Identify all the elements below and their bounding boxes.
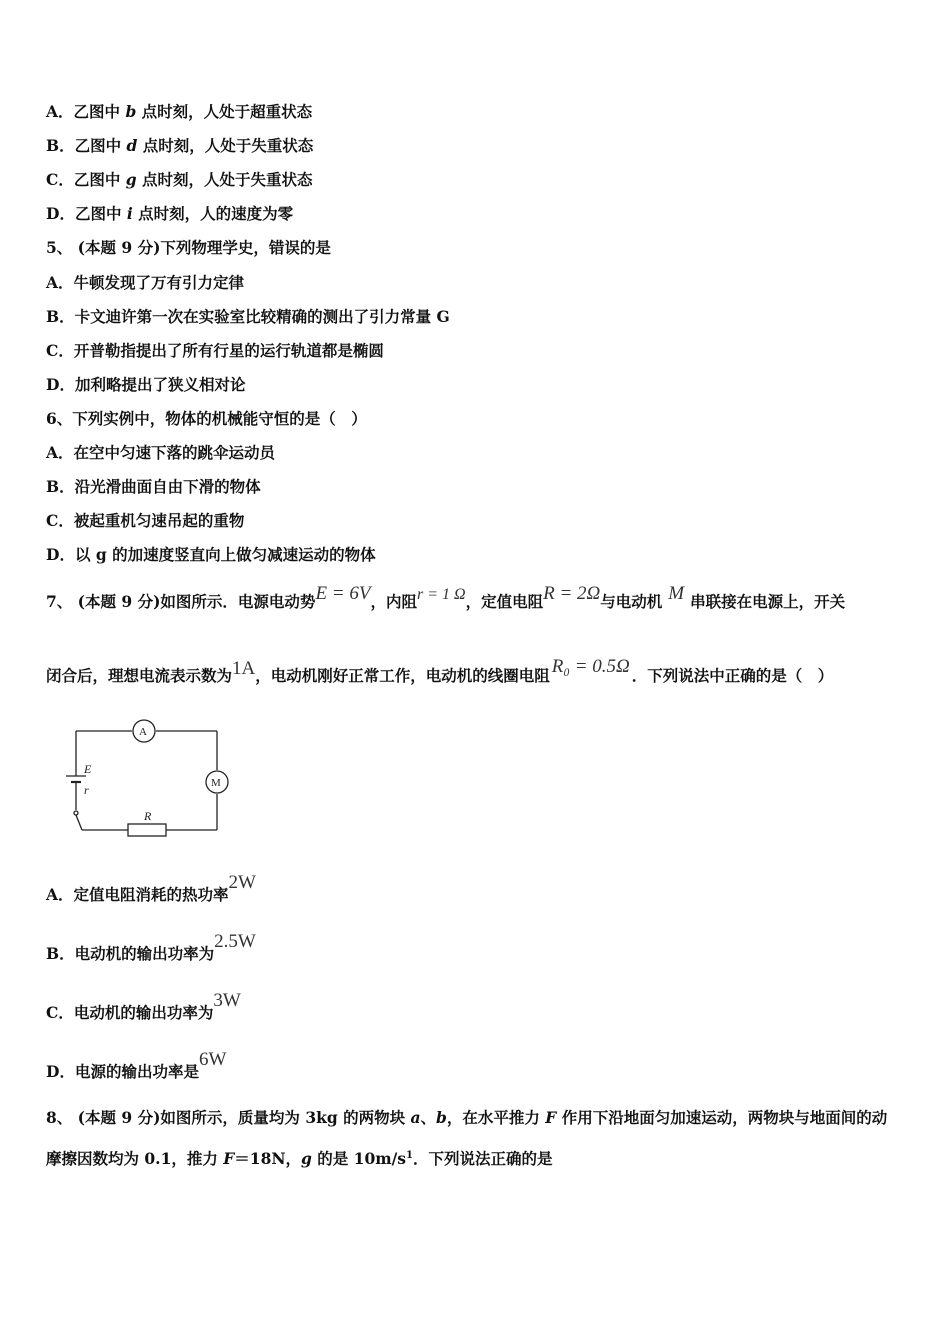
q6-option-b: B．沿光滑曲面自由下滑的物体: [46, 477, 261, 496]
q4-option-b-suffix: 点时刻，人处于失重状态: [137, 136, 314, 155]
q4-option-c: [46, 170, 312, 190]
q7-motor-symbol: M: [668, 583, 685, 604]
q4-option-a: [46, 102, 312, 122]
q8-text-3: 作用下沿地面匀加速运动，两物块与地面间的动: [556, 1108, 888, 1127]
q5-option-a: A．牛顿发现了万有引力定律: [46, 273, 245, 292]
q7-option-d-text: D．电源的输出功率是: [46, 1062, 199, 1081]
q8-text-4: 摩擦因数均为 0.1，推力: [46, 1149, 224, 1169]
q7-option-b: [46, 931, 256, 964]
q8-text-1: 8、 (本题 9 分)如图所示，质量均为 3kg 的两物块: [46, 1108, 411, 1127]
q7-stem-text-4: 与电动机: [600, 592, 663, 611]
q7-stem-text-2: ，内阻: [370, 592, 417, 611]
q7-stem-text-3: ，定值电阻: [465, 592, 544, 611]
q8-var-b: b: [436, 1108, 447, 1127]
q8-var-a: a: [410, 1108, 421, 1127]
q4-option-d: [46, 204, 293, 224]
q7-stem-text-6: 闭合后，理想电流表示数为: [46, 666, 233, 685]
q7-coil-resistance-formula: R₀ = 0.5Ω: [551, 656, 630, 677]
q4-option-b-var: d: [126, 136, 138, 155]
q8-var-f: F: [545, 1108, 557, 1127]
q8-stem-line2: [46, 1146, 553, 1169]
q8-var-g: g: [301, 1149, 312, 1169]
q7-option-d-value: 6W: [198, 1049, 227, 1070]
q7-stem-line2: [46, 656, 834, 686]
circuit-diagram: [62, 714, 242, 839]
q8-text-2: ，在水平推力: [446, 1108, 546, 1127]
q4-option-d-suffix: 点时刻，人的速度为零: [132, 204, 294, 223]
q6-option-c: C．被起重机匀速吊起的重物: [46, 511, 245, 530]
q8-text-5: ＝18N，: [234, 1149, 302, 1169]
emf-label: E: [84, 762, 92, 776]
q7-option-a-value: 2W: [228, 872, 256, 893]
q4-option-c-suffix: 点时刻，人处于失重状态: [136, 170, 313, 189]
q4-option-c-prefix: C．乙图中: [46, 170, 126, 189]
q8-separator: 、: [420, 1108, 437, 1127]
q7-option-d: [46, 1049, 227, 1082]
q7-stem-line1: [46, 583, 846, 613]
q4-option-d-var: i: [126, 204, 133, 223]
q5-option-d: D．加利略提出了狭义相对论: [46, 375, 246, 394]
internal-resistance-label: r: [84, 783, 89, 797]
switch-pivot: [74, 811, 78, 815]
q6-stem: 6、下列实例中，物体的机械能守恒的是（ ）: [46, 409, 367, 428]
q7-option-a-text: A．定值电阻消耗的热功率: [46, 885, 229, 904]
q7-option-c: [46, 990, 241, 1023]
q5-option-b: B．卡文迪许第一次在实验室比较精确的测出了引力常量 G: [46, 307, 450, 326]
q4-option-b-prefix: B．乙图中: [46, 136, 127, 155]
q7-option-c-value: 3W: [213, 990, 241, 1011]
q7-option-b-value: 2.5W: [214, 931, 256, 952]
q7-stem-text-1: 7、 (本题 9 分)如图所示．电源电动势: [46, 592, 316, 611]
q4-option-c-var: g: [125, 170, 137, 189]
q7-resistor-formula: R = 2Ω: [543, 583, 601, 604]
q5-option-c: C．开普勒指提出了所有行星的运行轨道都是椭圆: [46, 341, 384, 360]
q8-stem-line1: [46, 1108, 887, 1128]
q4-option-a-suffix: 点时刻，人处于超重状态: [136, 102, 313, 121]
q4-option-a-var: b: [125, 102, 137, 121]
q8-text-6: 的是 10m/s: [311, 1149, 407, 1169]
motor-label: M: [211, 777, 221, 789]
q6-option-d: D．以 g 的加速度竖直向上做匀减速运动的物体: [46, 545, 376, 564]
q7-current-value: 1A: [232, 658, 256, 679]
q4-option-a-prefix: A．乙图中: [46, 102, 126, 121]
q8-exponent: 1: [406, 1150, 413, 1161]
q6-option-a: A．在空中匀速下落的跳伞运动员: [46, 443, 276, 462]
ammeter-label: A: [139, 726, 147, 738]
q7-option-b-text: B．电动机的输出功率为: [46, 944, 215, 963]
q8-text-7: ．下列说法正确的是: [413, 1149, 553, 1169]
q8-var-f2: F: [223, 1149, 235, 1169]
q7-emf-formula: E = 6V: [315, 583, 371, 604]
q7-stem-text-8: ．下列说法中正确的是（ ）: [631, 666, 834, 685]
q7-internal-resistance-formula: r = 1 Ω: [417, 586, 466, 603]
q5-stem: 5、 (本题 9 分)下列物理学史，错误的是: [46, 238, 331, 257]
q4-option-b: [46, 136, 313, 156]
q4-option-d-prefix: D．乙图中: [46, 204, 127, 223]
q7-stem-text-7: ，电动机刚好正常工作，电动机的线圈电阻: [255, 666, 550, 685]
resistor-label: R: [144, 809, 152, 823]
q7-option-a: [46, 872, 256, 905]
switch-blade: [76, 815, 82, 830]
resistor-symbol: [128, 824, 166, 836]
q7-stem-text-5: 串联接在电源上，开关: [690, 592, 846, 611]
q7-option-c-text: C．电动机的输出功率为: [46, 1003, 214, 1022]
